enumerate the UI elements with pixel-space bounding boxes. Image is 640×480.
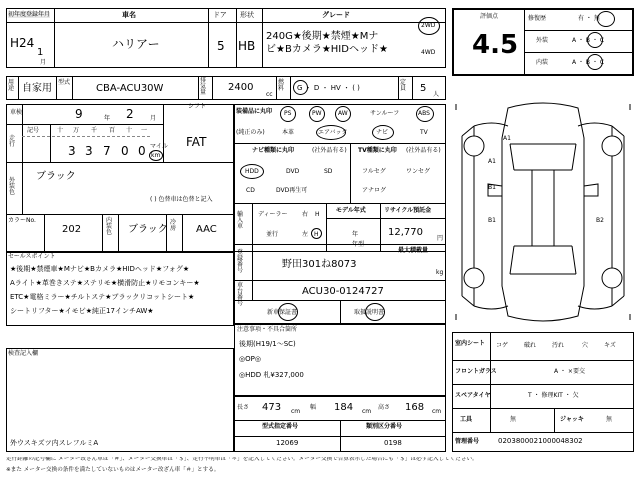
height-value: 168 xyxy=(405,402,425,413)
damage-a1-front-left: A1 xyxy=(503,135,511,142)
jack-label: ジャッキ xyxy=(560,416,584,423)
mileage-unit-2: 万 xyxy=(73,127,80,134)
mileage-digit-2: 3 xyxy=(85,144,93,158)
plate-label: 登録番号 xyxy=(237,249,244,274)
mileage-digit-3: 7 xyxy=(103,144,111,158)
equip-ps: PS xyxy=(284,110,292,117)
interior-color: ブラック xyxy=(128,224,168,235)
inspection-year-unit: 年 xyxy=(104,115,111,122)
exterior-color: ブラック xyxy=(36,171,76,182)
damage-b2-rear-right: B2 xyxy=(596,217,604,224)
mileage-label: 走行 xyxy=(9,135,16,148)
ext-label: 外装 xyxy=(536,37,549,44)
seat-burn: コゲ xyxy=(496,342,509,349)
model-year-model: 年型 xyxy=(352,241,365,248)
repair-value: 有 ・ 無 xyxy=(578,15,600,22)
recycle-value: 12,770 xyxy=(388,227,423,238)
tv-analog: アナログ xyxy=(362,187,387,194)
inspector-notes-block xyxy=(6,348,234,452)
first-reg-month: 1 xyxy=(37,47,44,58)
capacity-unit: 人 xyxy=(433,91,440,98)
front-glass-value: A ・ ×要交 xyxy=(554,368,585,375)
grade-label: グレード xyxy=(322,11,350,19)
category-value: 0198 xyxy=(384,439,402,447)
tools-label: 工具 xyxy=(460,416,473,423)
notices-line2: ◎OP◎ xyxy=(239,355,261,363)
drive-4wd: 4WD xyxy=(421,49,436,56)
interior-seat-label: 室内シート xyxy=(455,340,486,347)
int-value: A ・ B ・ C xyxy=(572,59,605,66)
equip-leather: 本革 xyxy=(282,129,295,136)
damage-b1-left: B1 xyxy=(488,184,496,191)
int-b-circle xyxy=(587,54,603,70)
mgmt-value: 0203800021000048302 xyxy=(498,437,583,445)
navi-type-sub: (社外品有る) xyxy=(312,147,347,154)
width-value: 184 xyxy=(334,402,354,413)
equip-abs: ABS xyxy=(418,110,430,117)
door-label: ドア xyxy=(213,11,227,19)
import-parallel: 並行 xyxy=(266,231,279,238)
mgmt-label: 管理番号 xyxy=(455,438,480,445)
import-label: 輸入車 xyxy=(237,211,244,230)
body-shape: HB xyxy=(238,39,256,53)
front-glass-label: フロントガラス xyxy=(455,368,497,375)
width-label: 幅 xyxy=(310,404,317,411)
car-name: ハリアー xyxy=(112,37,160,51)
spare-tire-label: スペアタイヤ xyxy=(455,392,491,399)
width-unit: cm xyxy=(362,408,372,415)
mileage-unit-4: 百 xyxy=(109,127,116,134)
equip-airbag: エアバック xyxy=(318,129,348,136)
mileage-unit-0: 記号 xyxy=(27,127,40,134)
notices-line1: 後期(H19/1〜SC) xyxy=(239,340,296,348)
manual: 取扱説明書 xyxy=(354,309,385,316)
mileage-digit-4: 0 xyxy=(121,144,129,158)
model-year-year: 年 xyxy=(352,231,359,238)
footer-line2: ※また メーター交換の条件を満たしていないものはメーター改ざん車「＃」とする。 xyxy=(6,467,220,473)
notices-line3: ◎HDD 札¥327,000 xyxy=(239,371,304,379)
sales-point-line2: Aライト★革巻きステ★ステリモ★横滑防止★リモコンキー★ xyxy=(10,279,200,287)
import-left: 左 xyxy=(302,231,309,238)
model-label: 型式 xyxy=(58,79,71,86)
ext-b-circle xyxy=(587,32,603,48)
jack-value: 無 xyxy=(606,416,613,423)
capacity-label: 定員 xyxy=(400,79,407,92)
mileage-unit-6: 一 xyxy=(141,127,148,134)
equipment-sub: (純正のみ) xyxy=(236,129,265,136)
inspector-notes-bottom: 外ウスキズツ内スレフルミA xyxy=(10,439,99,447)
repair-label: 修復歴 xyxy=(528,15,547,22)
notices-block xyxy=(234,324,446,396)
int-label: 内装 xyxy=(536,59,549,66)
grade-line2: ビ★Bカメラ★HIDヘッド★ xyxy=(266,44,388,55)
use-value: 自家用 xyxy=(22,83,52,94)
tv-oneseg: ワンセグ xyxy=(406,168,431,175)
recycle-unit: 円 xyxy=(437,235,444,242)
drive-2wd: 2WD xyxy=(421,22,436,29)
displacement-value: 2400 xyxy=(228,82,254,93)
mileage-unit-1: 十 xyxy=(57,127,64,134)
equip-sunroof: サンルーフ xyxy=(370,110,400,117)
ac-label: 冷房 xyxy=(170,219,177,232)
score-value: 4.5 xyxy=(472,30,519,60)
capacity-value: 5 xyxy=(420,83,427,94)
import-right: 右 xyxy=(302,211,309,218)
equip-navi: ナビ xyxy=(376,129,389,136)
equip-tv: TV xyxy=(420,129,428,136)
height-unit: cm xyxy=(432,408,442,415)
equipment-label: 装備品に丸印 xyxy=(236,108,273,115)
equip-aw: AW xyxy=(338,110,348,117)
navi-sd: SD xyxy=(324,168,333,175)
shift-value: FAT xyxy=(186,135,207,149)
sales-point-label: セールスポイント xyxy=(8,253,56,260)
car-damage-diagram xyxy=(452,96,634,328)
length-label: 長さ xyxy=(237,404,250,411)
fuel-label: 燃料 xyxy=(278,79,285,92)
max-load-label: 最大積載量 xyxy=(398,247,429,254)
first-reg-label: 初年度登録年月 xyxy=(8,11,51,18)
type-cert-value: 12069 xyxy=(276,439,299,447)
inspector-notes-label: 検査記入欄 xyxy=(8,350,39,357)
fuel-options: G ・ D ・ HV ・ ( ) xyxy=(297,84,360,92)
interior-label: 内装色 xyxy=(106,217,113,236)
score-label: 評価点 xyxy=(480,13,499,20)
length-value: 473 xyxy=(262,402,282,413)
mileage-digit-5: 0 xyxy=(138,144,146,158)
color-no-label: カラーNo. xyxy=(8,217,36,224)
mileage-unit-5: 十 xyxy=(126,127,133,134)
tools-value: 無 xyxy=(510,416,517,423)
inspection-year: 9 xyxy=(75,107,83,121)
seat-scratch: キズ xyxy=(604,342,616,349)
damage-a1-mid: A1 xyxy=(488,158,496,165)
inspection-label: 車検 xyxy=(10,109,23,116)
navi-cd: CD xyxy=(246,187,255,194)
import-h1: H xyxy=(315,211,320,218)
mileage-unit-mile: マイル xyxy=(150,143,168,150)
shift-label: シフト xyxy=(188,103,207,110)
seat-dirt: 汚れ xyxy=(552,342,565,349)
ext-value: A ・ B ・ C xyxy=(572,37,605,44)
repair-none-circle xyxy=(597,11,615,27)
shape-label: 形状 xyxy=(240,11,254,19)
sales-point-line1: ★後期★禁煙車★Mナビ★Bカメラ★HIDヘッド★フォグ★ xyxy=(10,265,190,273)
seat-hole: 穴 xyxy=(582,342,589,349)
mileage-digit-1: 3 xyxy=(68,144,76,158)
chassis-label: 車台番号 xyxy=(237,282,244,307)
grade-line1: 240G★後期★禁煙★Mナ xyxy=(266,31,379,42)
tv-fullseg: フルセグ xyxy=(362,168,386,175)
spare-tire-value: T ・ 修理KIT ・ 欠 xyxy=(528,392,579,399)
new-warranty: 新車保証書 xyxy=(267,309,298,316)
tv-type-label: TV種類に丸印 xyxy=(358,147,397,154)
equip-pw: PW xyxy=(312,110,322,117)
navi-hdd: HDD xyxy=(245,168,259,175)
navi-dvd: DVD xyxy=(286,168,300,175)
color-no: 202 xyxy=(62,224,82,235)
model-year-label: モデル年式 xyxy=(336,207,366,214)
navi-dvd-play: DVD再生可 xyxy=(276,187,308,194)
type-cert-label: 型式指定番号 xyxy=(262,423,299,430)
inspection-month: 2 xyxy=(126,107,134,121)
damage-b1-rear-left: B1 xyxy=(488,217,496,224)
mileage-unit-km: km xyxy=(151,152,161,159)
category-label: 類別区分番号 xyxy=(366,423,403,430)
displacement-label: 排気量 xyxy=(200,77,207,96)
max-load-kg: kg xyxy=(436,269,444,276)
door-count: 5 xyxy=(217,39,225,53)
height-label: 高さ xyxy=(378,404,391,411)
import-h2: H xyxy=(314,231,319,238)
displacement-cc: cc xyxy=(266,91,273,98)
tv-type-sub: (社外品有る) xyxy=(406,147,441,154)
notices-label: 注意事項・不具合箇所 xyxy=(237,326,298,333)
first-reg-era: H24 xyxy=(10,36,35,50)
name-label: 車名 xyxy=(122,11,136,19)
plate-value: 野田301ね8073 xyxy=(282,259,357,270)
ac-value: AAC xyxy=(196,224,217,235)
sales-point-line3: ETC★電格ミラー★チルトステ★ブラックリコットシート★ xyxy=(10,293,195,301)
recycle-label: リサイクル預託金 xyxy=(384,207,432,214)
mileage-unit-3: 千 xyxy=(91,127,98,134)
length-unit: cm xyxy=(291,408,301,415)
footer-line1: 走行距離の記号欄に メーター改ざん車は「＃」、メーター交換車は「＄」、走行不明車は「＊」を記入してください。メーター交換で合算表示した場合にも「＄」は必ず記入してください。 xyxy=(6,457,478,462)
model-value: CBA-ACU30W xyxy=(96,83,164,94)
fuel-g-circle xyxy=(293,80,308,95)
exterior-label: 外装色 xyxy=(9,177,16,196)
navi-type-label: ナビ種類に丸印 xyxy=(252,147,295,154)
use-label: 用途 xyxy=(8,79,15,92)
sales-point-line4: シートリフター★イモビ★純正17インチAW★ xyxy=(10,307,154,315)
first-reg-month-unit: 月 xyxy=(40,59,47,66)
inspection-month-unit: 月 xyxy=(150,115,157,122)
seat-tear: 破れ xyxy=(524,342,537,349)
chassis-value: ACU30-0124727 xyxy=(302,286,384,297)
import-dealer: ディーラー xyxy=(258,211,288,218)
exterior-note: ( ) 色替車は色替と記入 xyxy=(150,196,213,203)
